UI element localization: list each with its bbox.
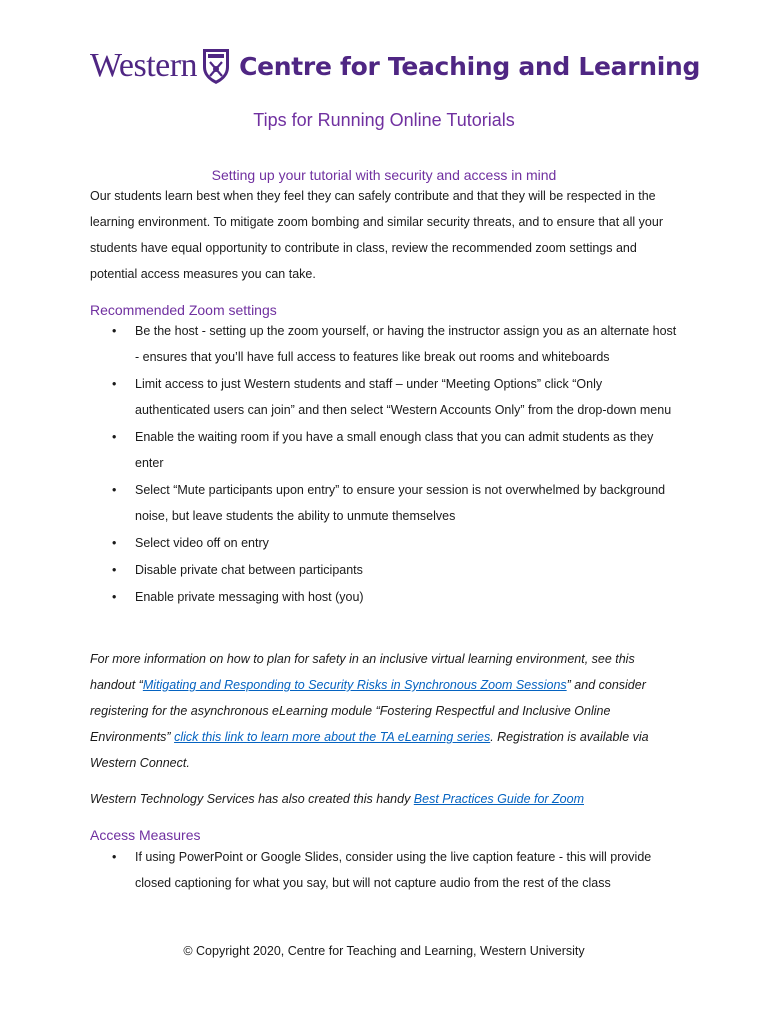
zoom-guide-link[interactable]: Best Practices Guide for Zoom [413, 792, 584, 806]
security-risks-link[interactable]: Mitigating and Responding to Security Risks in Synchronous Zoom Sessions [142, 678, 567, 692]
header-title: Centre for Teaching and Learning [239, 51, 701, 81]
more-info-text: ” and consider registering for the asynchronous eLearning module “Fostering Respectful and Inclusive Online Environments” [90, 678, 646, 744]
access-measures-heading: Access Measures [90, 827, 201, 843]
ta-elearning-link[interactable]: click this link to learn more about the TA eLearning series [174, 730, 491, 744]
document-title: Tips for Running Online Tutorials [253, 110, 515, 130]
page-header [90, 44, 700, 88]
more-info-paragraph [90, 646, 680, 776]
list-item: • Limit access to just Western students and staff – under “Meeting Options” click “Only authenticated users can join” and then select “Western Accounts Only” from the drop-down menu [90, 371, 680, 423]
list-item: • Be the host - setting up the zoom yourself, or having the instructor assign you as an alternate host - ensures that you’ll have full access to features like break out rooms and whiteboards [90, 318, 680, 370]
list-item: • If using PowerPoint or Google Slides, consider using the live caption feature - this will provide closed captioning for what you say, but will not capture audio from the rest of the class [90, 844, 680, 896]
wts-paragraph [90, 786, 680, 812]
list-item: • Select “Mute participants upon entry” to ensure your session is not overwhelmed by background noise, but leave students the ability to unmute themselves [90, 477, 680, 529]
more-info-text: For more information on how to plan for safety in an inclusive virtual learning environment, see this handout “ [90, 652, 635, 692]
more-info-text: . Registration is available via Western Connect. [90, 730, 649, 770]
zoom-settings-heading: Recommended Zoom settings [90, 302, 277, 318]
wts-text: Western Technology Services has also created this handy [90, 792, 414, 806]
western-wordmark: Western [90, 47, 198, 84]
section-title: Setting up your tutorial with security and access in mind [211, 167, 557, 183]
list-item: • Disable private chat between participants [90, 557, 680, 583]
intro-paragraph: Our students learn best when they feel they can safely contribute and that they will be respected in the learning environment. To mitigate zoom bombing and similar security threats, and to ensure that all your students have equal opportunity to contribute in class, review the recommended zoom settings and potential access measures you can take. [90, 189, 663, 281]
list-item: • Enable the waiting room if you have a small enough class that you can admit students as they enter [90, 424, 680, 476]
zoom-settings-list [90, 318, 680, 611]
western-crest-icon [201, 47, 231, 85]
copyright-footer: © Copyright 2020, Centre for Teaching and Learning, Western University [183, 944, 585, 958]
access-measures-list [90, 844, 680, 897]
list-item: • Select video off on entry [90, 530, 680, 556]
list-item: • Enable private messaging with host (you) [90, 584, 680, 610]
